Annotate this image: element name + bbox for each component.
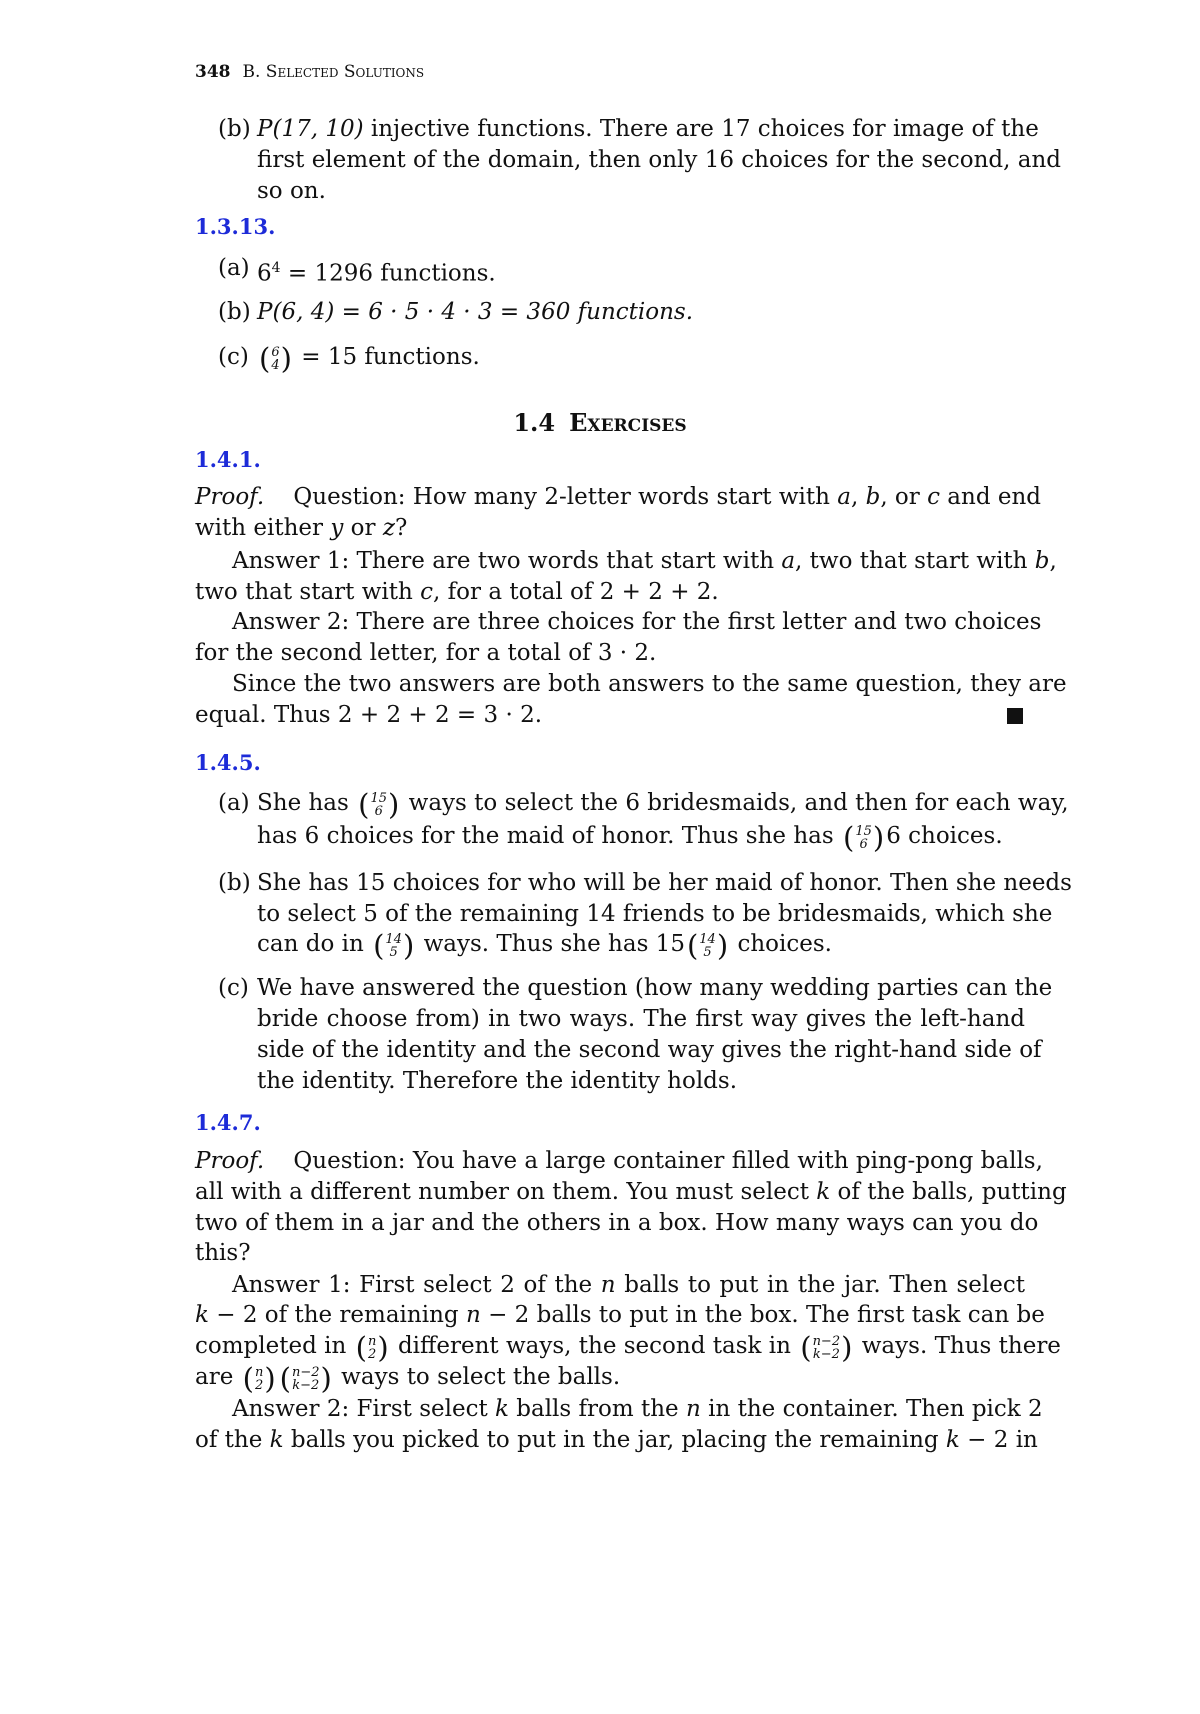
binomial: ( n−2 k−2 ) xyxy=(800,1330,853,1365)
qed-symbol xyxy=(1007,708,1023,724)
text-line: has 6 choices for the maid of honor. Thus she has ( 15 6 )6 choices. xyxy=(257,820,1003,855)
binomial: ( n−2 k−2 ) xyxy=(279,1361,332,1396)
binomial: ( 6 4 ) xyxy=(259,341,292,376)
text-line: Answer 2: There are three choices for the first letter and two choices xyxy=(232,609,1042,635)
text-line: equal. Thus 2 + 2 + 2 = 3 · 2. xyxy=(195,702,543,728)
text-line: Answer 1: There are two words that start with a, two that start with b, xyxy=(232,548,1057,574)
text-line: can do in ( 14 5 ) ways. Thus she has 15( 14 5 ) choices. xyxy=(257,928,832,963)
solution-id: 1.4.1. xyxy=(195,447,261,472)
binomial: ( 15 6 ) xyxy=(358,787,400,822)
binomial: ( n 2 ) xyxy=(355,1330,389,1365)
text-line: Answer 1: First select 2 of the n balls to put in the jar. Then select xyxy=(232,1272,1025,1298)
text-line: completed in ( n 2 ) different ways, the second task in ( n−2 k−2 ) ways. Thus there xyxy=(195,1330,1061,1365)
solution-id: 1.4.7. xyxy=(195,1110,261,1135)
text-line: two that start with c, for a total of 2 + 2 + 2. xyxy=(195,579,719,605)
text-line: two of them in a jar and the others in a box. How many ways can you do xyxy=(195,1210,1039,1236)
text-line: She has 15 choices for who will be her maid of honor. Then she needs xyxy=(257,870,1072,896)
text-line: this? xyxy=(195,1240,251,1266)
item-label: (a) xyxy=(218,790,250,816)
binomial: ( 15 6 ) xyxy=(842,820,885,855)
running-header xyxy=(195,62,424,82)
text-line: with either y or z? xyxy=(195,515,408,541)
text-line: first element of the domain, then only 16 choices for the second, and xyxy=(257,147,1061,173)
section-heading: 1.4 Exercises xyxy=(513,408,687,437)
text-line: $6^4 = 1296$ functions. xyxy=(257,260,496,287)
solution-id: 1.4.5. xyxy=(195,750,261,775)
item-label: (b) xyxy=(218,870,251,896)
item-label: (b) xyxy=(218,299,251,325)
text-line: Proof. Question: You have a large container filled with ping-pong balls, xyxy=(195,1148,1043,1174)
item-label: (c) xyxy=(218,344,249,370)
text-line: to select 5 of the remaining 14 friends to be bridesmaids, which she xyxy=(257,901,1053,927)
text-line: of the k balls you picked to put in the jar, placing the remaining k − 2 in xyxy=(195,1427,1038,1453)
item-label: (c) xyxy=(218,975,249,1001)
header-title: B. Selected Solutions xyxy=(242,62,425,82)
text-line: side of the identity and the second way gives the right-hand side of xyxy=(257,1037,1042,1063)
binomial: ( 14 5 ) xyxy=(373,928,415,963)
item-label: (a) xyxy=(218,255,250,281)
binomial: ( 14 5 ) xyxy=(686,928,729,963)
text-line: ( 6 4 ) = 15 functions. xyxy=(259,341,480,376)
text-line: Since the two answers are both answers to the same question, they are xyxy=(232,671,1067,697)
text-line: P(6, 4) = 6 · 5 · 4 · 3 = 360 functions. xyxy=(257,299,694,325)
item-label: (b) xyxy=(218,116,251,142)
text-line: the identity. Therefore the identity holds. xyxy=(257,1068,738,1094)
text-line: Proof. Question: How many 2-letter words start with a, b, or c and end xyxy=(195,484,1042,510)
text-line: are ( n 2 ) ( n−2 k−2 ) ways to select the balls. xyxy=(195,1361,621,1396)
text-line: for the second letter, for a total of 3 · 2. xyxy=(195,640,657,666)
text-line: She has ( 15 6 ) ways to select the 6 bridesmaids, and then for each way, xyxy=(257,787,1069,822)
text-line: k − 2 of the remaining n − 2 balls to put in the box. The first task can be xyxy=(195,1302,1045,1328)
solution-id: 1.3.13. xyxy=(195,214,276,239)
page-number: 348 xyxy=(195,62,231,82)
binomial: ( n 2 ) xyxy=(242,1361,276,1396)
text-line: all with a different number on them. You must select k of the balls, putting xyxy=(195,1179,1067,1205)
text-line: so on. xyxy=(257,178,326,204)
text-line: P(17, 10) injective functions. There are 17 choices for image of the xyxy=(257,116,1039,142)
text-line: bride choose from) in two ways. The first way gives the left-hand xyxy=(257,1006,1025,1032)
text-line: Answer 2: First select k balls from the n in the container. Then pick 2 xyxy=(232,1396,1043,1422)
text-line: We have answered the question (how many wedding parties can the xyxy=(257,975,1053,1001)
